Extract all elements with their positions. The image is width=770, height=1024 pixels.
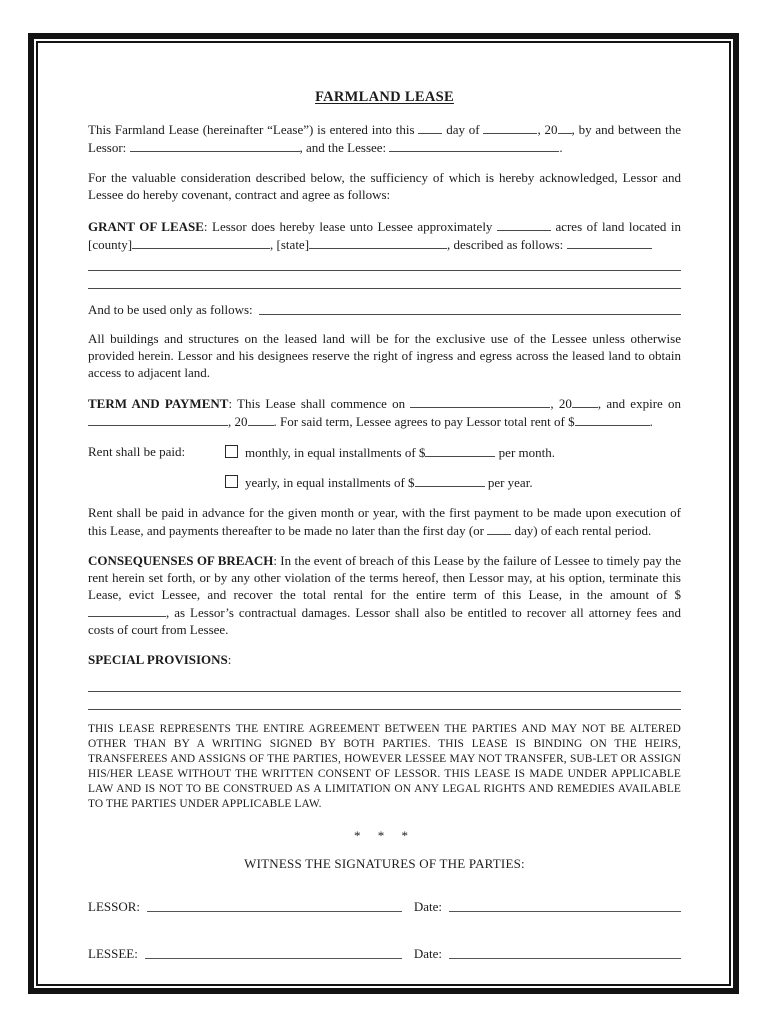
rent-paid-yearly-row: yearly, in equal installments of $ per year. [88,473,681,491]
lessor-date-label: Date: [413,899,442,914]
term-heading: TERM AND PAYMENT [88,396,229,411]
use-blank[interactable] [259,314,681,315]
use-clause: And to be used only as follows: [88,301,681,318]
yearly-amount-blank[interactable] [415,473,485,487]
acres-blank[interactable] [497,217,551,231]
commence-date-blank[interactable] [410,394,550,408]
description-line-1[interactable] [88,253,681,271]
grant-heading: GRANT OF LEASE [88,219,204,234]
total-rent-blank[interactable] [575,412,650,426]
breach-paragraph: CONSEQUENSES OF BREACH: In the event of breach of this Lease by the failure of Lessee to timely pay the rent herein set forth, or by any other violation of the terms hereof, then Lessor may, at his option, terminate this Lease, evict Lessee, and recover the total rental for the entire term of this Lease, in the amount of $, as Lessor’s contractual damages. Lessor shall also be entitled to recover all attorney fees and costs of court from Lessee. [88,553,681,637]
special-provisions-heading: SPECIAL PROVISIONS: [88,652,232,667]
monthly-amount-blank[interactable] [425,443,495,457]
rent-paid-monthly-row: Rent shall be paid: monthly, in equal installments of $ per month. [88,444,555,460]
entire-agreement-clause: THIS LEASE REPRESENTS THE ENTIRE AGREEMENT BETWEEN THE PARTIES AND MAY NOT BE ALTERED OTHER THAN BY A WRITING SIGNED BY BOTH PARTIES. THIS LEASE IS BINDING ON THE HEIRS, TRANSFEREES AND ASSIGNS OF THE PARTIES, HOWEVER LESSEE MAY NOT TRANSFER, SUB-LET OR ASSIGN HIS/HER LEASE WITHOUT THE WRITTEN CONSENT OF LESSOR. THIS LEASE IS MADE UNDER APPLICABLE LAW AND IS NOT TO BE CONSTRUED AS A LIMITATION ON ANY LEGAL RIGHTS AND REMEDIES AVAILABLE TO THE PARTIES UNDER APPLICABLE LAW. [88,723,681,810]
year-blank[interactable] [558,120,572,134]
monthly-checkbox[interactable] [225,445,238,458]
buildings-paragraph: All buildings and structures on the leased land will be for the exclusive use of the Lessee unless otherwise provided herein. Lessor and his designees reserve the right of ingress and egress across the leased land to obtain access to adjacent land. [88,331,681,380]
lessor-label: LESSOR: [88,899,141,914]
document-border [28,33,739,994]
document-title: FARMLAND LEASE [315,89,454,105]
month-blank[interactable] [483,120,537,134]
grant-of-lease-paragraph: GRANT OF LEASE: Lessor does hereby lease unto Lessee approximately acres of land located in [county] , [state] , described as follows: [88,219,681,252]
intro-paragraph: This Farmland Lease (hereinafter “Lease”) is entered into this day of , 20 , by and between the Lessor: , and the Lessee: . [88,122,682,155]
commence-year-blank[interactable] [572,394,598,408]
lessee-name-blank[interactable] [389,138,559,152]
description-line-2[interactable] [88,271,681,289]
witness-heading: WITNESS THE SIGNATURES OF THE PARTIES: [244,856,525,871]
section-separator: * * * [354,828,415,843]
expire-year-blank[interactable] [248,412,274,426]
lessor-date-line[interactable] [449,910,681,912]
day-blank[interactable] [418,120,442,134]
lessor-signature-line[interactable] [147,910,402,912]
lessee-signature-row [88,945,681,962]
lessee-signature-line[interactable] [145,957,402,959]
breach-heading: CONSEQUENSES OF BREACH [88,553,274,568]
consideration-paragraph: For the valuable consideration described below, the sufficiency of which is hereby acknowledged, Lessor and Lessee do hereby covenant, contract and agree as follows: [88,170,681,202]
damages-amount-blank[interactable] [88,603,166,617]
lessee-date-line[interactable] [449,957,681,959]
lessee-date-label: Date: [413,946,442,961]
advance-payment-paragraph: Rent shall be paid in advance for the given month or year, with the first payment to be made upon execution of this Lease, and payments thereafter to be made no later than the first day (or day) of each rental period. [88,505,681,538]
yearly-checkbox[interactable] [225,475,238,488]
document-page [36,41,731,986]
term-and-payment-paragraph: TERM AND PAYMENT: This Lease shall commence on , 20 , and expire on , 20 . For said term, Lessee agrees to pay Lessor total rent of $ . [88,396,682,429]
lessee-label: LESSEE: [88,946,138,961]
special-provisions-label: SPECIAL PROVISIONS [88,652,228,667]
state-blank[interactable] [309,235,447,249]
special-provisions-line-1[interactable] [88,674,681,692]
expire-date-blank[interactable] [88,412,228,426]
document-content [38,43,729,962]
special-provisions-line-2[interactable] [88,692,681,710]
county-blank[interactable] [132,235,270,249]
lessor-name-blank[interactable] [130,138,300,152]
lessor-signature-row [88,898,681,915]
payment-day-blank[interactable] [487,521,511,535]
description-blank[interactable] [567,235,652,249]
